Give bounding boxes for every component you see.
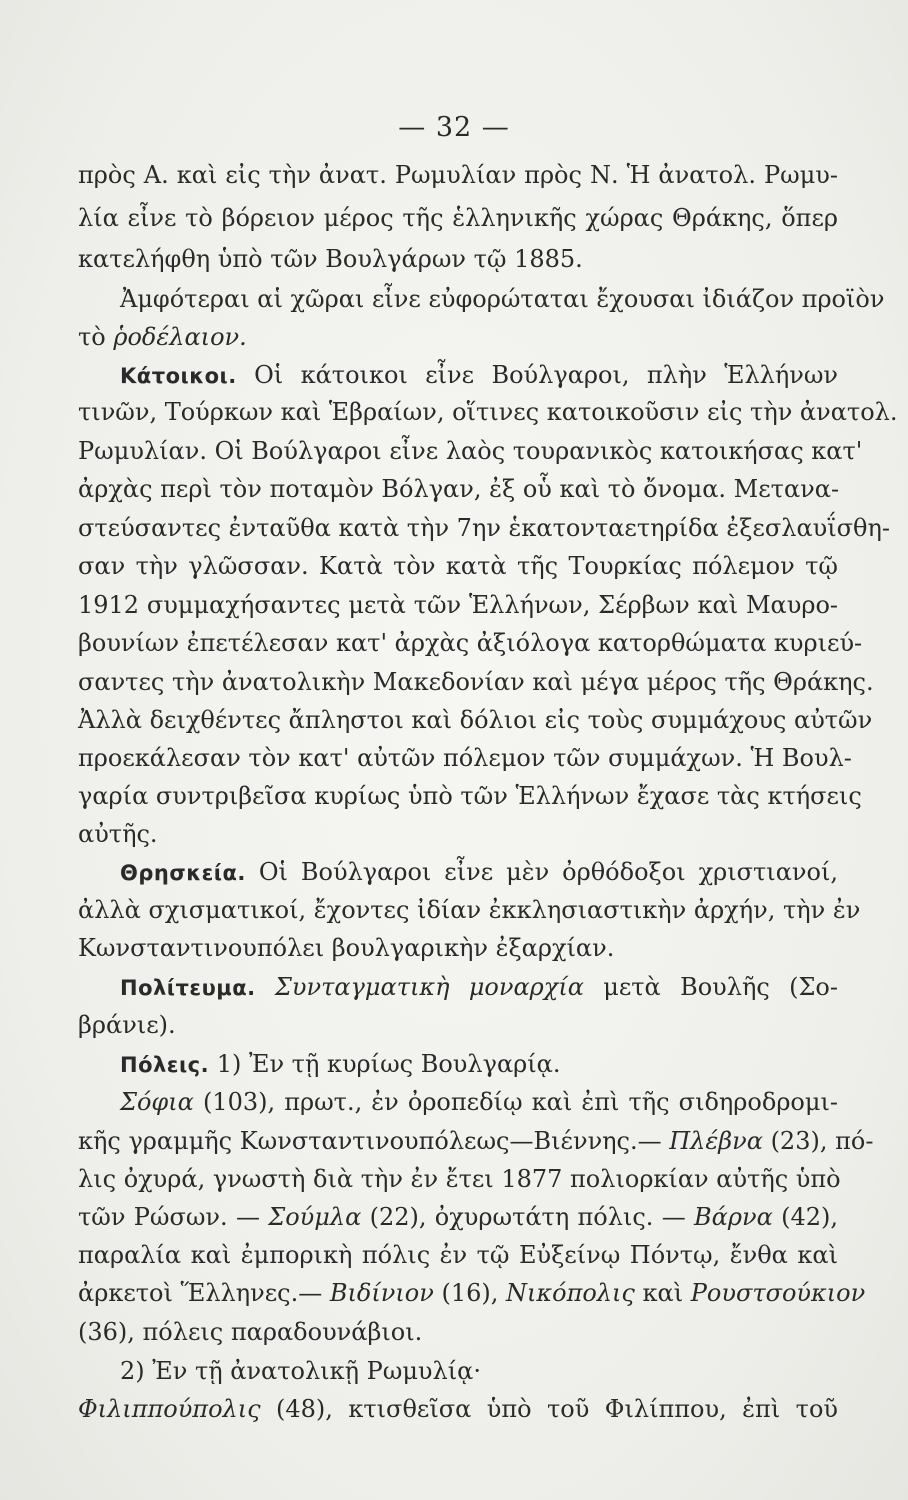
city-name: Βάρνα (694, 1203, 773, 1231)
text-run: 2) Ἐν τῇ ἀνατολικῇ Ρωμυλίᾳ· (120, 1357, 481, 1385)
section-heading: Πόλεις. (120, 1053, 210, 1077)
text-line (78, 322, 838, 352)
text-line (78, 1087, 838, 1117)
text-run: (16), (433, 1279, 506, 1307)
italic-term: ῥοδέλαιον. (113, 323, 247, 351)
text-line (78, 397, 898, 427)
text-line (78, 203, 838, 233)
text-line (78, 1240, 838, 1270)
text-run: (36), πόλεις παραδουνάβιοι. (78, 1318, 423, 1346)
text-line (78, 1202, 838, 1232)
text-run: Οἱ Βούλγαροι εἶνε μὲν ὀρθόδοξοι χριστιανοί, (245, 858, 838, 886)
text-line (78, 513, 890, 543)
text-run: μετὰ Βουλῆς (Σο- (583, 973, 838, 1001)
text-run: Κωνσταντινουπόλει βουλγαρικὴν ἐξαρχίαν. (78, 934, 615, 962)
text-line (78, 284, 885, 314)
text-run: στεύσαντες ἐνταῦθα κατὰ τὴν 7ην ἑκατονταετηρίδα ἐξεσλαυΐσθη- (78, 514, 890, 542)
city-name: Ρουστσούκιον (690, 1279, 866, 1307)
text-line (78, 551, 838, 581)
text-run: πρὸς Α. καὶ εἰς τὴν ἀνατ. Ρωμυλίαν πρὸς Ν. Ἡ ἀνατολ. Ρωμυ- (78, 161, 838, 189)
section-politevma (78, 972, 838, 1003)
text-run: Οἱ κάτοικοι εἶνε Βούλγαροι, πλὴν Ἑλλήνων (236, 361, 838, 389)
text-run: τινῶν, Τούρκων καὶ Ἑβραίων, οἵτινες κατοικοῦσιν εἰς τὴν ἀνατολ. (78, 398, 898, 426)
text-run: Ρωμυλίαν. Οἱ Βούλγαροι εἶνε λαὸς τουρανικὸς κατοικήσας κατ' (78, 437, 863, 465)
text-line (78, 1356, 838, 1386)
text-line (78, 667, 874, 697)
text-run: (42), (772, 1203, 838, 1231)
text-line (78, 743, 852, 773)
section-thriskeia (78, 857, 838, 888)
text-line (78, 1010, 838, 1040)
text-run: 1) Ἐν τῇ κυρίως Βουλγαρίᾳ. (209, 1050, 561, 1078)
text-run: γαρία συντριβεῖσα κυρίως ὑπὸ τῶν Ἑλλήνων ἔχασε τὰς κτήσεις (78, 782, 862, 810)
text-line (78, 895, 861, 925)
section-poleis (78, 1049, 838, 1080)
text-run: τὸ (78, 323, 114, 351)
text-run: τῶν Ρώσων. — (78, 1203, 269, 1231)
text-line (78, 474, 838, 504)
text-line (78, 244, 838, 274)
text-line (78, 819, 838, 849)
text-run: αὐτῆς. (78, 820, 158, 848)
city-name: Βιδίνιον (329, 1279, 434, 1307)
text-line (78, 436, 863, 466)
text-line (78, 1164, 841, 1194)
page-number: — 32 — (398, 112, 510, 143)
city-name: Σόφια (120, 1088, 194, 1116)
text-run: (22), ὀχυρωτάτη πόλις. — (361, 1203, 695, 1231)
text-run: λις ὀχυρά, γνωστὴ διὰ τὴν ἐν ἔτει 1877 πολιορκίαν αὐτῆς ὑπὸ (78, 1165, 841, 1193)
text-line (78, 628, 863, 658)
section-katoikoi (78, 360, 838, 391)
text-run: ἀρκετοὶ Ἕλληνες.— (78, 1279, 330, 1307)
text-line (78, 590, 838, 620)
city-name: Φιλιππούπολις (78, 1395, 261, 1423)
text-run: παραλία καὶ ἐμπορικὴ πόλις ἐν τῷ Εὐξείνῳ Πόντῳ, ἔνθα καὶ (78, 1241, 838, 1269)
text-line (78, 160, 838, 190)
text-run: ἀλλὰ σχισματικοί, ἔχοντες ἰδίαν ἐκκλησιαστικὴν ἀρχήν, τὴν ἐν (78, 896, 861, 924)
text-run: (48), κτισθεῖσα ὑπὸ τοῦ Φιλίππου, ἐπὶ τοῦ (260, 1395, 838, 1423)
section-heading: Θρησκεία. (120, 861, 246, 885)
text-run: σαντες τὴν ἀνατολικὴν Μακεδονίαν καὶ μέγα μέρος τῆς Θράκης. (78, 668, 874, 696)
text-line (78, 1317, 838, 1347)
text-line (78, 1278, 866, 1308)
text-run: βουνίων ἐπετέλεσαν κατ' ἀρχὰς ἀξιόλογα κατορθώματα κυριεύ- (78, 629, 863, 657)
text-run: λία εἶνε τὸ βόρειον μέρος τῆς ἑλληνικῆς χώρας Θράκης, ὅπερ (78, 204, 838, 232)
text-run: (103), πρωτ., ἐν ὀροπεδίῳ καὶ ἐπὶ τῆς σιδηροδρομι- (193, 1088, 838, 1116)
text-run: κῆς γραμμῆς Κωνσταντινουπόλεως—Βιέννης.— (78, 1127, 670, 1155)
text-line (78, 1126, 874, 1156)
city-name: Σούμλα (268, 1203, 362, 1231)
text-line (78, 781, 862, 811)
text-run: Ἀλλὰ δειχθέντες ἄπληστοι καὶ δόλιοι εἰς τοὺς συμμάχους αὐτῶν (78, 706, 873, 734)
section-heading: Πολίτευμα. (120, 976, 256, 1000)
text-run: Ἀμφότεραι αἱ χῶραι εἶνε εὐφορώταται ἔχουσαι ἰδιάζον προϊὸν (120, 285, 885, 313)
text-line (78, 705, 873, 735)
text-run: ἀρχὰς περὶ τὸν ποταμὸν Βόλγαν, ἐξ οὗ καὶ τὸ ὄνομα. Μετανα- (78, 475, 840, 503)
city-name: Νικόπολις (505, 1279, 635, 1307)
text-run: βράνιε). (78, 1011, 176, 1039)
text-run: προεκάλεσαν τὸν κατ' αὐτῶν πόλεμον τῶν συμμάχων. Ἡ Βουλ- (78, 744, 852, 772)
text-run: κατελήφθη ὑπὸ τῶν Βουλγάρων τῷ 1885. (78, 245, 583, 273)
text-run: (23), πό- (762, 1127, 874, 1155)
text-run: 1912 συμμαχήσαντες μετὰ τῶν Ἑλλήνων, Σέρβων καὶ Μαυρο- (78, 591, 838, 619)
text-line (78, 933, 838, 963)
section-heading: Κάτοικοι. (120, 364, 237, 388)
city-name: Πλέβνα (669, 1127, 763, 1155)
text-line (78, 1394, 838, 1424)
text-run: σαν τὴν γλῶσσαν. Κατὰ τὸν κατὰ τῆς Τουρκίας πόλεμον τῷ (78, 552, 838, 580)
italic-term: Συνταγματικὴ μοναρχία (255, 973, 584, 1001)
text-run: καὶ (634, 1279, 691, 1307)
